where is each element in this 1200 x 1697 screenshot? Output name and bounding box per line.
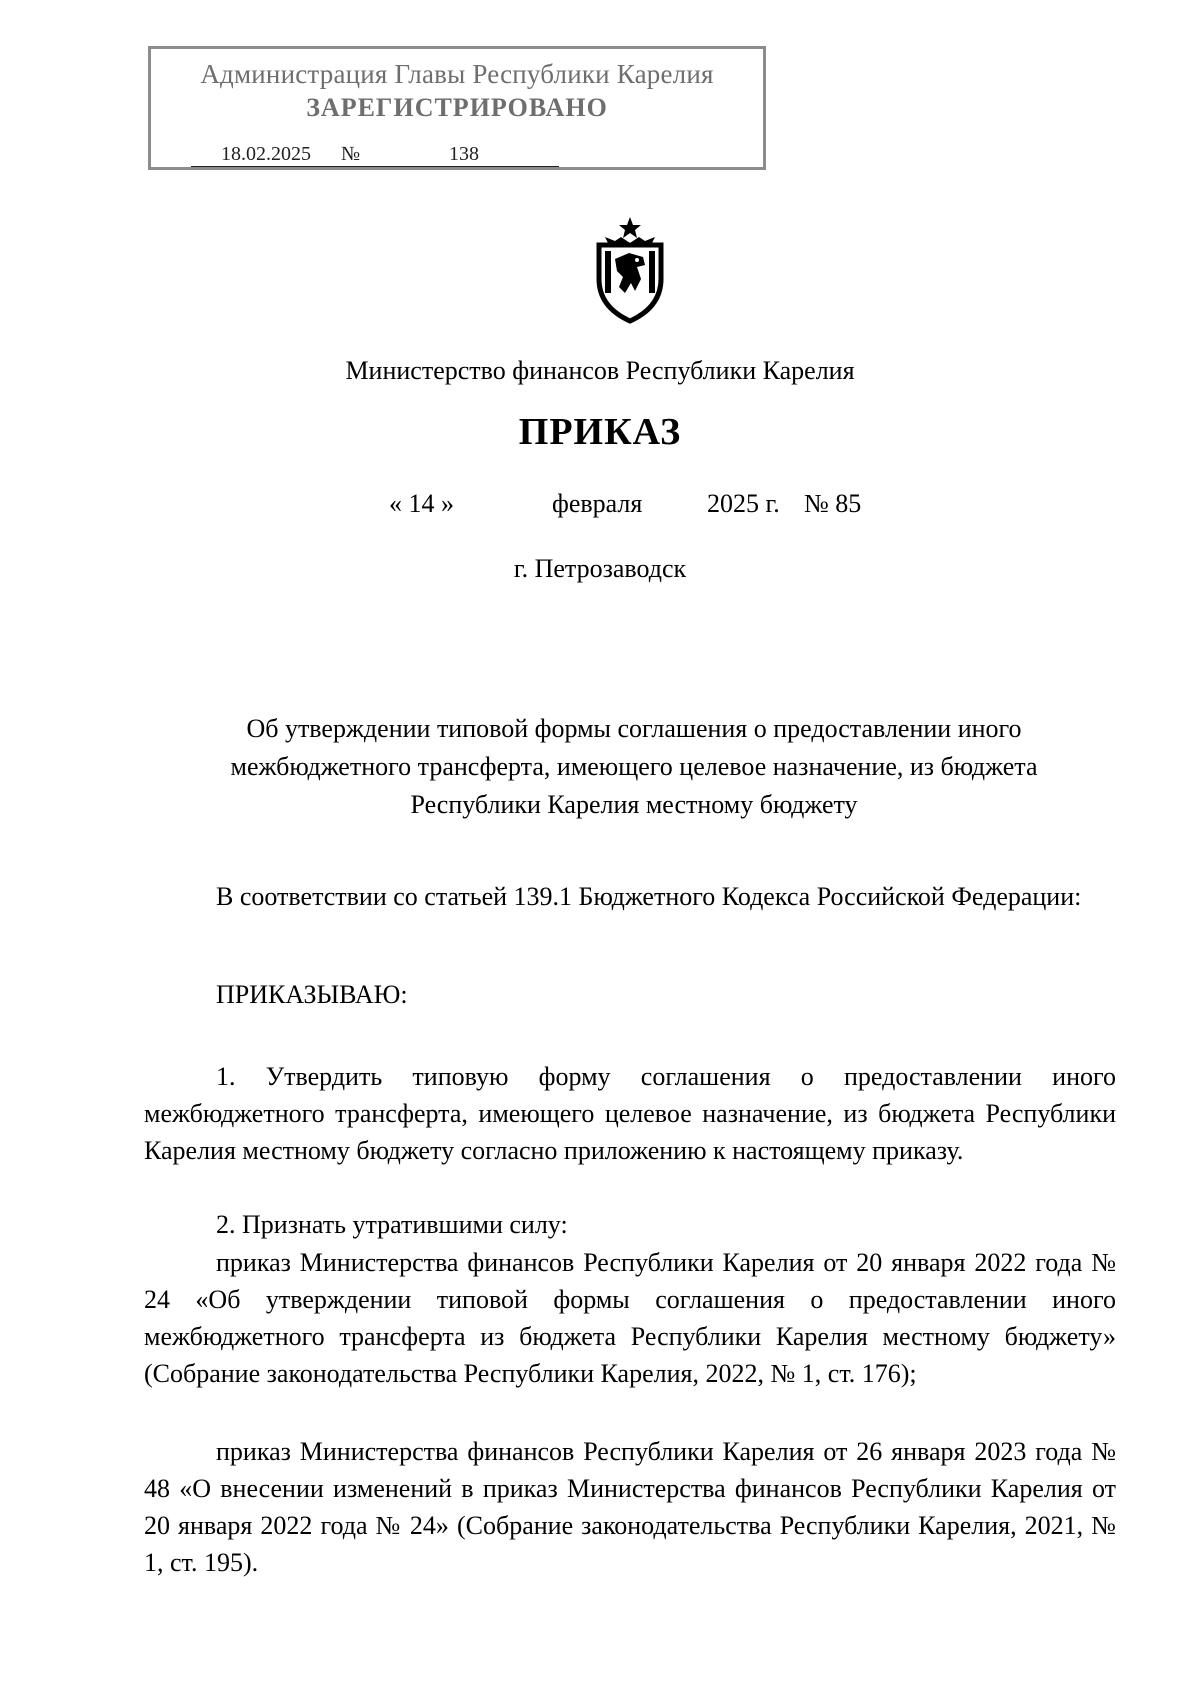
basis-paragraph: В соответствии со статьей 139.1 Бюджетного Кодекса Российской Федерации: (216, 882, 1082, 911)
stamp-status: ЗАРЕГИСТРИРОВАНО (306, 93, 608, 122)
order-subject (180, 710, 1088, 824)
stamp-number-label: № (341, 143, 369, 167)
order-month: февраля (552, 489, 643, 518)
item-2-b-paragraph: приказ Министерства финансов Республики Карелия от 26 января 2023 года № 48 «О внесении изменений в приказ Министерства финансов Республики Карелия от 20 января 2022 года № 24» (Собрание законодательства Республики Карелия, 2021, № 1, ст. 195). (144, 1437, 1116, 1577)
document-type: ПРИКАЗ (518, 411, 682, 453)
order-word-block (144, 976, 1116, 1013)
order-item-2 (144, 1206, 1116, 1243)
stamp-organization: Администрация Главы Республики Карелия (200, 59, 714, 89)
ministry-name: Министерство финансов Республики Карелия (345, 356, 855, 385)
subject-line-3: Республики Карелия местному бюджету (410, 790, 858, 819)
subject-line-2: межбюджетного трансферта, имеющего целевое назначение, из бюджета (230, 752, 1038, 781)
item-2-paragraph: 2. Признать утратившими силу: (216, 1210, 568, 1239)
stamp-date: 18.02.2025 (191, 143, 341, 167)
coat-of-arms-karelia-icon (585, 215, 675, 325)
city: г. Петрозаводск (513, 554, 687, 583)
order-item-1 (144, 1058, 1116, 1169)
order-day: « 14 » (389, 489, 454, 518)
stamp-number: 138 (369, 143, 559, 167)
registration-stamp (148, 46, 766, 170)
item-1-paragraph: 1. Утвердить типовую форму соглашения о предоставлении иного межбюджетного трансферта, имеющего целевое назначение, из бюджета Республики Карелия местному бюджету согласно приложению к настоящему приказу. (144, 1062, 1116, 1165)
order-number: № 85 (804, 489, 862, 518)
order-item-2-b (144, 1433, 1116, 1581)
order-year: 2025 г. (707, 489, 780, 518)
order-item-2-a (144, 1244, 1116, 1392)
item-2-a-paragraph: приказ Министерства финансов Республики Карелия от 20 января 2022 года № 24 «Об утверждении типовой формы соглашения о предоставлении иного межбюджетного трансферта из бюджета Республики Карелия местному бюджету» (Собрание законодательства Республики Карелия, 2022, № 1, ст. 176); (144, 1248, 1116, 1388)
order-word: ПРИКАЗЫВАЮ: (216, 980, 408, 1009)
stamp-registration-line (191, 143, 559, 165)
subject-line-1: Об утверждении типовой формы соглашения о предоставлении иного (246, 714, 1022, 743)
order-basis (144, 878, 1116, 915)
